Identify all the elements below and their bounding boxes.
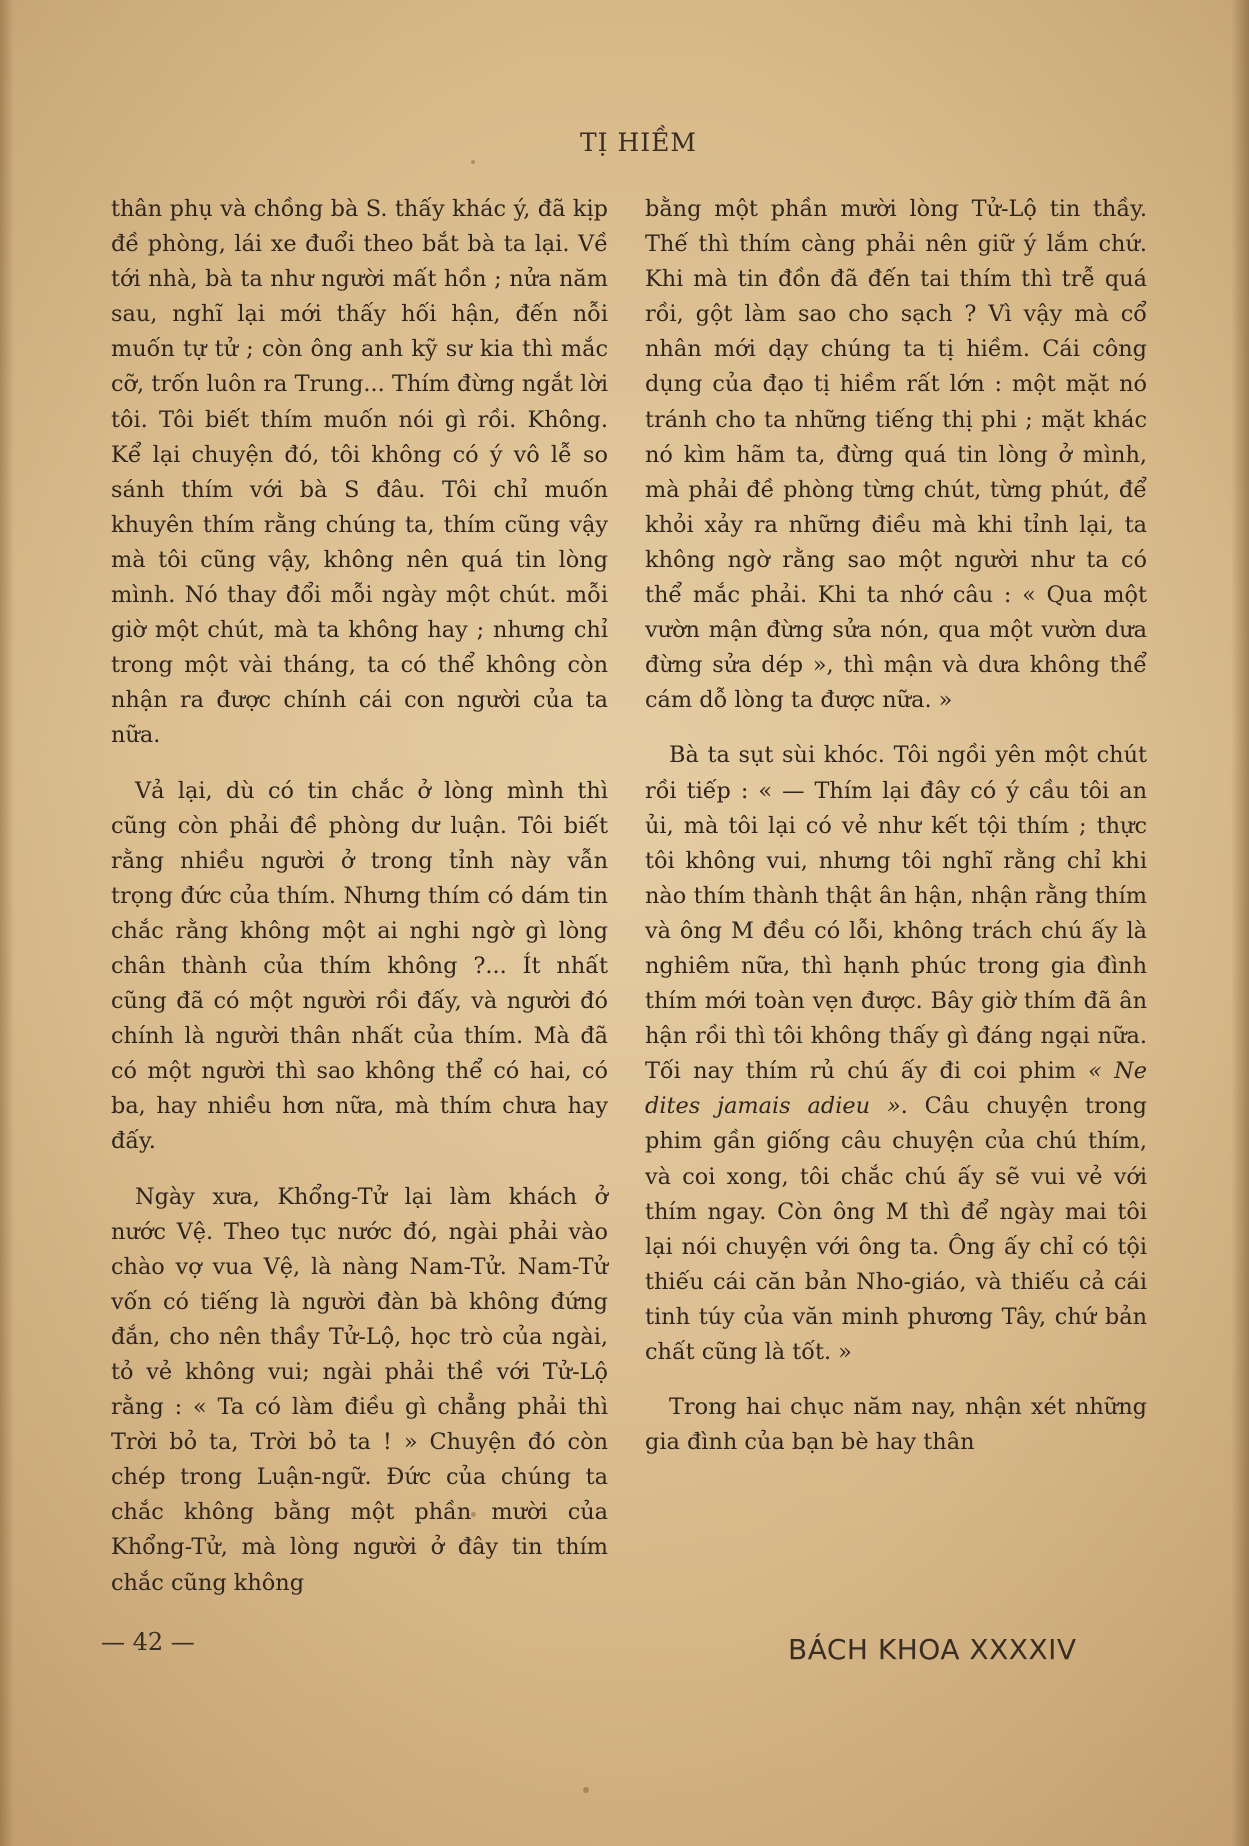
page-edge-right — [1231, 0, 1249, 1846]
paragraph-text: Bà ta sụt sùi khóc. Tôi ngồi yên một chút rồi tiếp : « — Thím lại đây có ý cầu tôi an ủi, mà tôi lại có vẻ như kết tội thím ; thực tôi không vui, nhưng tôi nghĩ rằng chỉ khi nào thím thành thật ân hận, nhận rằng thím và ông M đều có lỗi, không trách chú ấy là nghiêm nữa, thì hạnh phúc trong gia đình thím mới toàn vẹn được. Bây giờ thím đã ân hận rồi thì tôi không thấy gì đáng ngại nữa. Tối nay thím rủ chú ấy đi coi phim — [645, 742, 1147, 1085]
paper-speck — [471, 1512, 476, 1517]
magazine-footer: BÁCH KHOA XXXXIV — [788, 1633, 1077, 1666]
right-column — [645, 192, 1147, 1460]
paper-speck — [583, 1787, 589, 1793]
paragraph-text-continued: . Câu chuyện trong phim gần giống câu chuyện của chú thím, và coi xong, tôi chắc chú ấy sẽ vui vẻ với thím ngay. Còn ông M thì để ngày mai tôi lại nói chuyện với ông ta. Ông ấy chỉ có tội thiếu cái căn bản Nho-giáo, và thiếu cả cái tinh túy của văn minh phương Tây, chứ bản chất cũng là tốt. » — [645, 1093, 1147, 1365]
running-title: TỊ HIỀM — [580, 128, 698, 157]
paper-speck — [471, 160, 475, 164]
left-column — [111, 192, 608, 1601]
paragraph: Trong hai chục năm nay, nhận xét những gia đình của bạn bè hay thân — [645, 1394, 1147, 1456]
page-edge-left — [0, 0, 14, 1846]
paragraph — [645, 738, 1147, 1370]
page-number: — 42 — — [101, 1628, 195, 1656]
paragraph: Ngày xưa, Khổng-Tử lại làm khách ở nước Vệ. Theo tục nước đó, ngài phải vào chào vợ vua Vệ, là nàng Nam-Tử. Nam-Tử vốn có tiếng là người đàn bà không đứng đắn, cho nên thầy Tử-Lộ, học trò của ngài, tỏ vẻ không vui; ngài phải thề với Tử-Lộ rằng : « Ta có làm điều gì chẳng phải thì Trời bỏ ta, Trời bỏ ta ! » Chuyện đó còn chép trong Luận-ngữ. Đức của chúng ta chắc không bằng một phần mười của Khổng-Tử, mà lòng người ở đây tin thím chắc cũng không — [111, 1183, 608, 1596]
paragraph: thân phụ và chồng bà S. thấy khác ý, đã kịp đề phòng, lái xe đuổi theo bắt bà ta lại. Về tới nhà, bà ta như người mất hồn ; nửa năm sau, nghĩ lại mới thấy hối hận, đến nỗi muốn tự tử ; còn ông anh kỹ sư kia thì mắc cỡ, trốn luôn ra Trung... Thím đừng ngắt lời tôi. Tôi biết thím muốn nói gì rồi. Không. Kể lại chuyện đó, tôi không có ý vô lễ so sánh thím với bà S đâu. Tôi chỉ muốn khuyên thím rằng chúng ta, thím cũng vậy mà tôi cũng vậy, không nên quá tin lòng mình. Nó thay đổi mỗi ngày một chút. mỗi giờ một chút, mà ta không hay ; nhưng chỉ trong một vài tháng, ta có thể không còn nhận ra được chính cái con người của ta nữa. — [111, 196, 608, 749]
paragraph: bằng một phần mười lòng Tử-Lộ tin thầy. Thế thì thím càng phải nên giữ ý lắm chứ. Khi mà tin đồn đã đến tai thím thì trễ quá rồi, gột làm sao cho sạch ? Vì vậy mà cổ nhân mới dạy chúng ta tị hiềm. Cái công dụng của đạo tị hiềm rất lớn : một mặt nó tránh cho ta những tiếng thị phi ; mặt khác nó kìm hãm ta, đừng quá tin lòng ở mình, mà phải đề phòng từng chút, từng phút, để khỏi xảy ra những điều mà khi tỉnh lại, ta không ngờ rằng sao một người như ta có thể mắc phải. Khi ta nhớ câu : « Qua một vườn mận đừng sửa nón, qua một vườn dưa đừng sửa dép », thì mận và dưa không thể cám dỗ lòng ta được nữa. » — [645, 196, 1147, 714]
film-title: « Ne dites jamais adieu » — [645, 1058, 1147, 1120]
paragraph: Vả lại, dù có tin chắc ở lòng mình thì cũng còn phải đề phòng dư luận. Tôi biết rằng nhiều người ở trong tỉnh này vẫn trọng đức của thím. Nhưng thím có dám tin chắc rằng không một ai nghi ngờ gì lòng chân thành của thím không ?... Ít nhất cũng đã có một người rồi đấy, và người đó chính là người thân nhất của thím. Mà đã có một người thì sao không thể có hai, có ba, hay nhiều hơn nữa, mà thím chưa hay đấy. — [111, 777, 608, 1155]
